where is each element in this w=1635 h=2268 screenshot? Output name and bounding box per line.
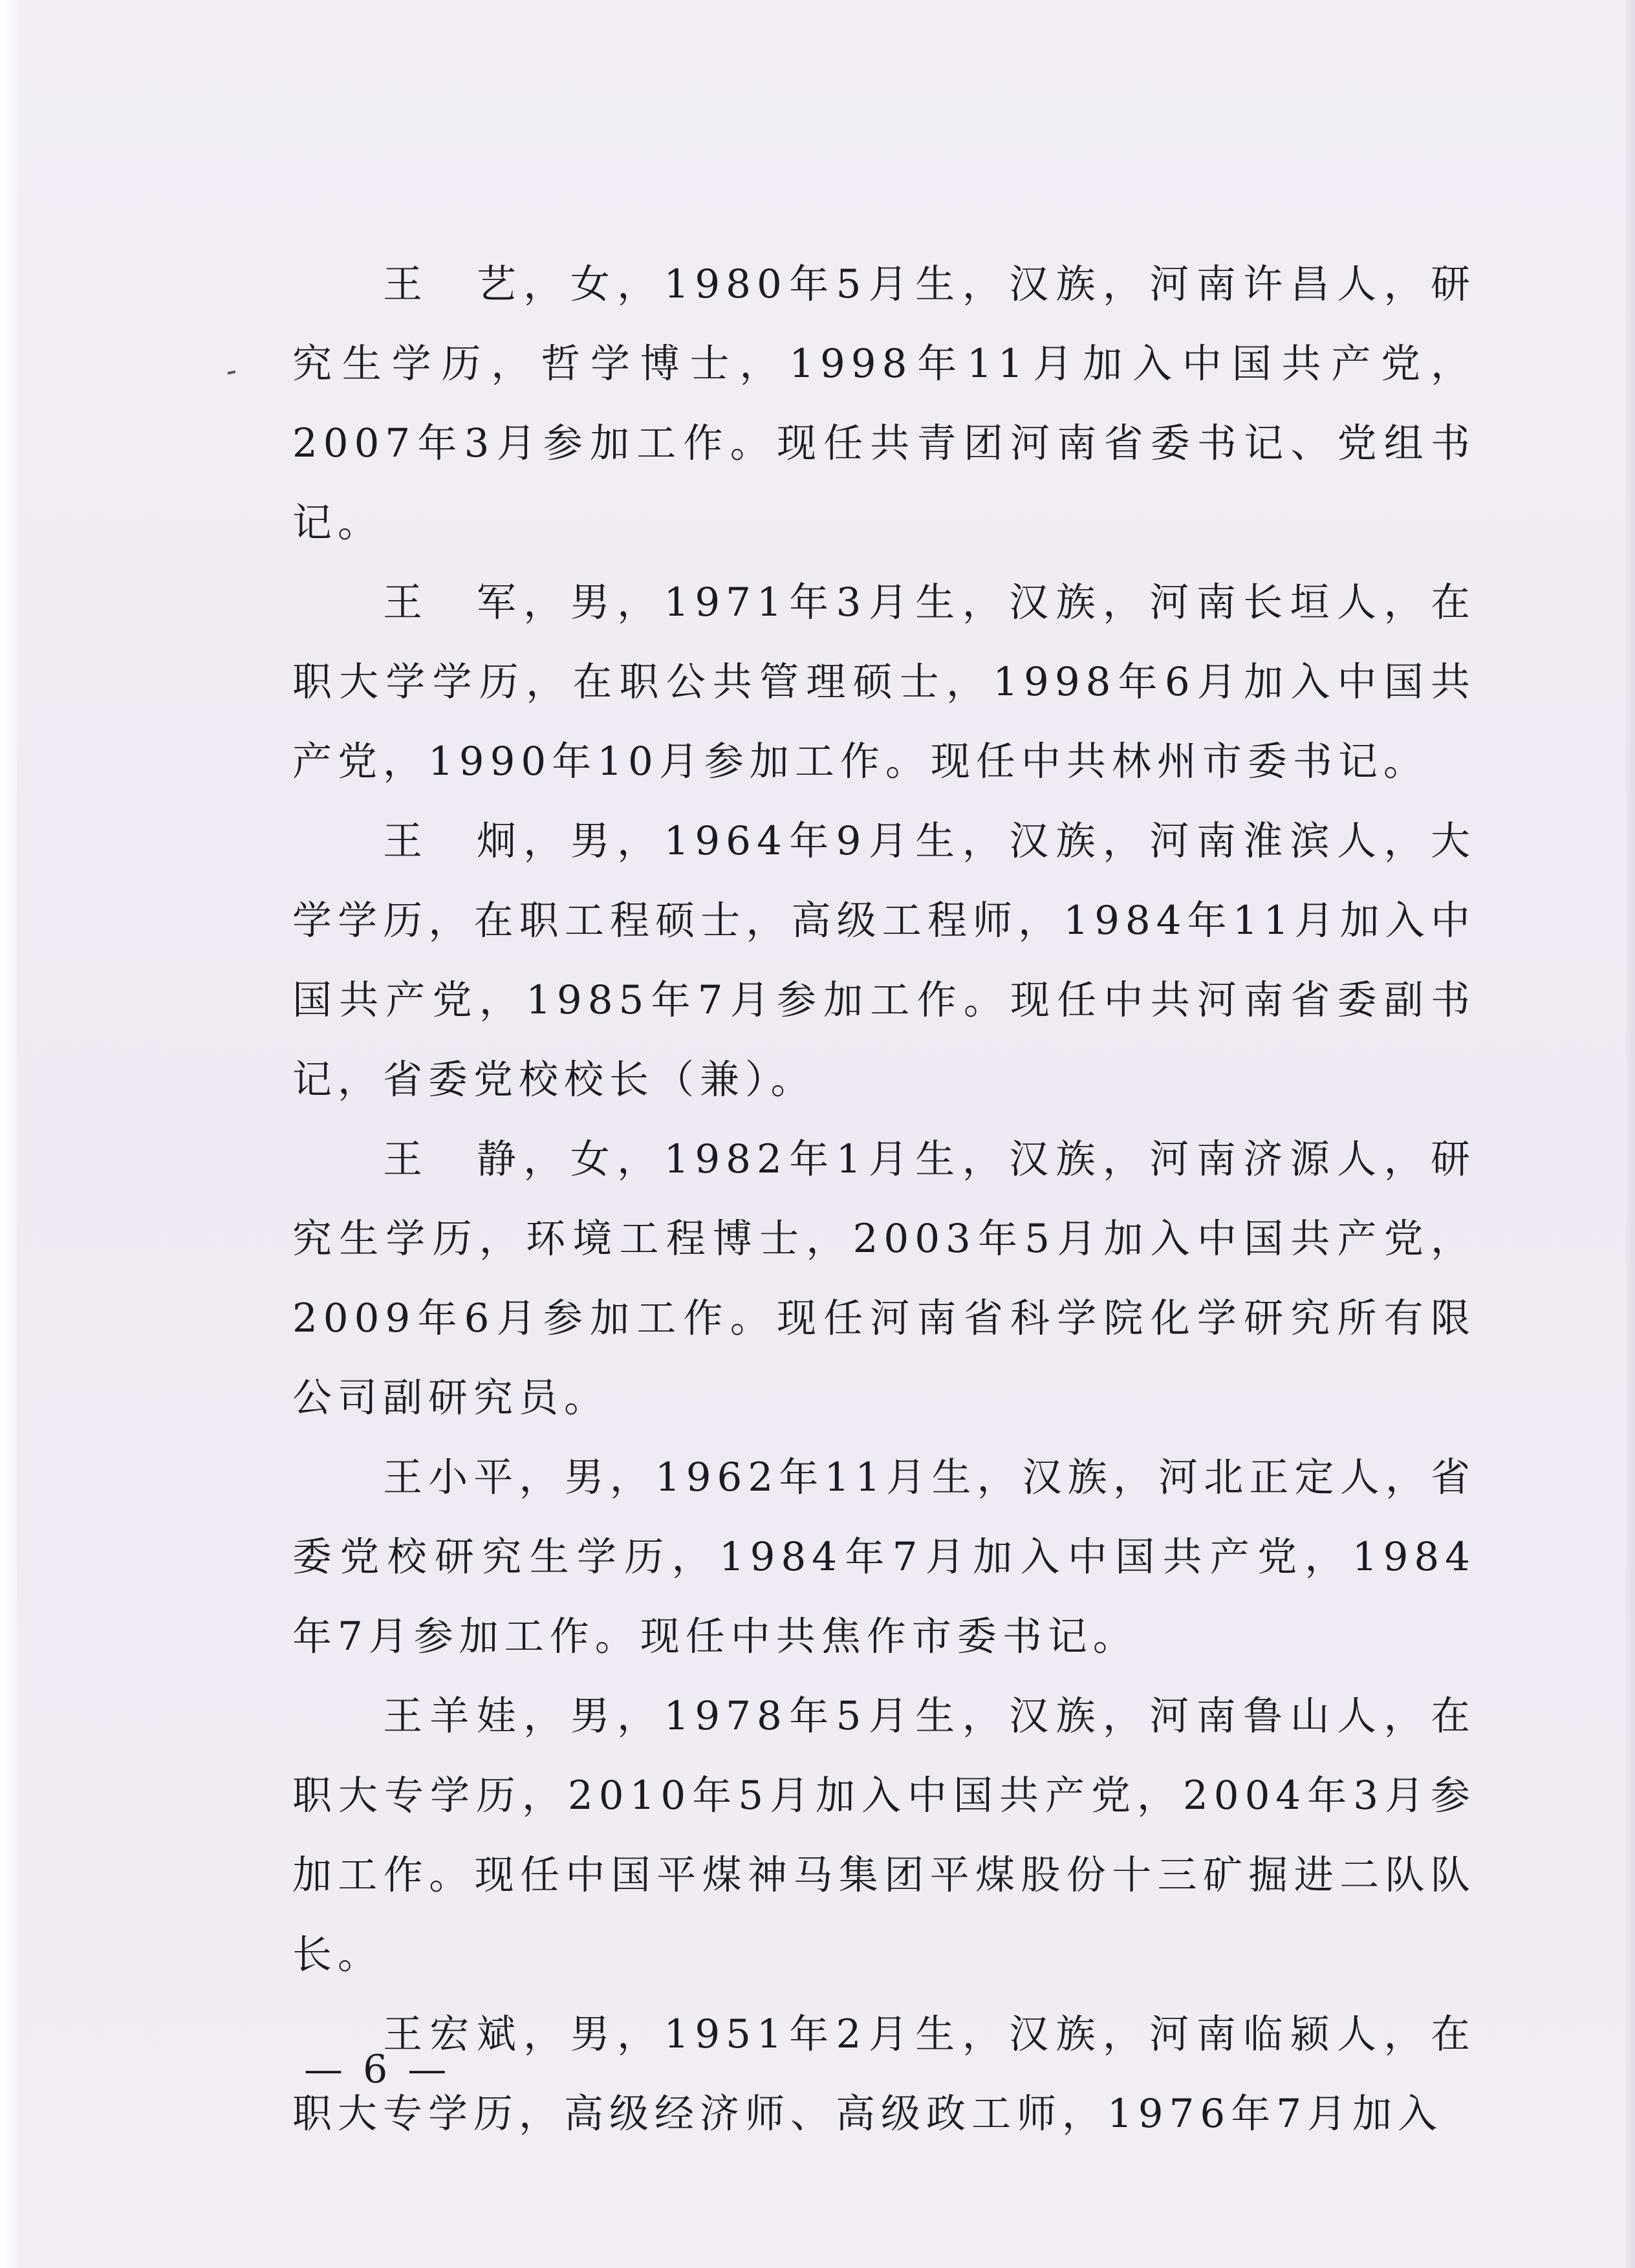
ink-mark — [228, 371, 236, 374]
bio-paragraph-wang-hongbin: 王宏斌，男，1951年2月生，汉族，河南临颍人，在职大专学历，高级经济师、高级政工师，1976年7月加入 — [292, 2011, 1476, 2137]
bio-paragraph-wang-yangwa: 王羊娃，男，1978年5月生，汉族，河南鲁山人，在职大专学历，2010年5月加入中国共产党，2004年3月参加工作。现任中国平煤神马集团平煤股份十三矿掘进二队队长。 — [292, 1693, 1476, 1978]
bio-paragraph-wang-jun: 王 军，男，1971年3月生，汉族，河南长垣人，在职大学学历，在职公共管理硕士，1998年6月加入中国共产党，1990年10月参加工作。现任中共林州市委书记。 — [292, 579, 1476, 784]
paper-left-edge — [0, 0, 17, 2268]
bio-paragraph-wang-yi: 王 艺，女，1980年5月生，汉族，河南许昌人，研究生学历，哲学博士，1998年11月加入中国共产党，2007年3月参加工作。现任共青团河南省委书记、党组书记。 — [292, 261, 1476, 546]
bio-paragraph-wang-xiaoping: 王小平，男，1962年11月生，汉族，河北正定人，省委党校研究生学历，1984年7月加入中国共产党，1984年7月参加工作。现任中共焦作市委书记。 — [292, 1454, 1476, 1659]
paper-right-edge — [1626, 0, 1635, 2268]
bio-paragraph-wang-jing: 王 静，女，1982年1月生，汉族，河南济源人，研究生学历，环境工程博士，2003年5月加入中国共产党，2009年6月参加工作。现任河南省科学院化学研究所有限公司副研究员。 — [292, 1136, 1476, 1421]
body-text — [292, 244, 1476, 2154]
page-number: — 6 — — [304, 2047, 451, 2092]
bio-paragraph-wang-jiong: 王 炯，男，1964年9月生，汉族，河南淮滨人，大学学历，在职工程硕士，高级工程师，1984年11月加入中国共产党，1985年7月参加工作。现任中共河南省委副书记，省委党校校长（兼）。 — [292, 818, 1476, 1103]
